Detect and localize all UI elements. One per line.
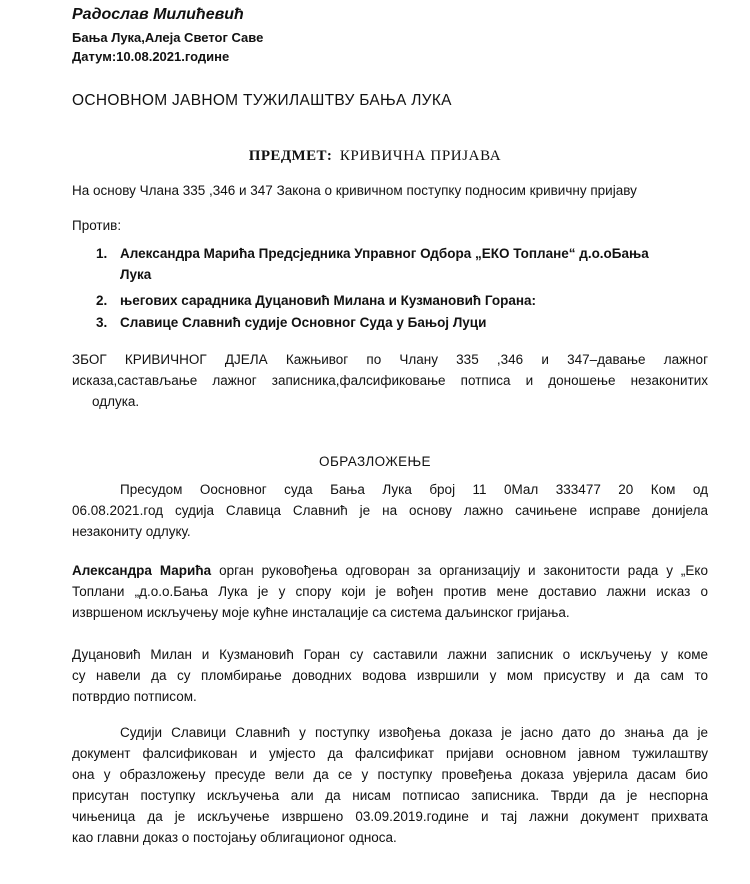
text-line: су навели да су пломбирање доводних водова извршили у мом присуству и да сам то [72, 668, 708, 683]
paragraph-maric [72, 560, 708, 623]
text-line: потврдио потписом. [72, 689, 197, 704]
text-line: Пресудом Оосновног суда Бања Лука број 11 0Мал 333477 20 Ком од [120, 482, 708, 497]
subject-line [0, 148, 750, 165]
sender-address: Бања Лука,Алеја Светог Саве [72, 30, 264, 45]
text-line: присутан поступку искључења али да нисам потписао записника. Тврди да је неспорна [72, 788, 708, 803]
text-line: као главни доказ о постојању облигационог односа. [72, 830, 397, 845]
person-name: Александра Марића [72, 563, 212, 578]
text-line: Судији Славици Славнић у поступку извођења доказа је јасно дато до знања да је [120, 725, 708, 740]
text-line: Дуцановић Милан и Кузмановић Горан су саставили лажни записник о искључењу у коме [72, 647, 708, 662]
offense-paragraph [72, 349, 708, 412]
addressee: ОСНОВНОМ ЈАВНОМ ТУЖИЛАШТВУ БАЊА ЛУКА [72, 92, 452, 109]
sender-name: Радослав Милићевић [72, 6, 244, 23]
document-date: Датум:10.08.2021.године [72, 49, 230, 64]
paragraph-judgment [72, 479, 708, 542]
text-line: чињеница да је искључење извршено 03.09.2019.године и тај лажни документ прихвата [72, 809, 708, 824]
text-line: Александра Марића орган руковођења одговоран за организацију и законитости рада у „Еко [72, 563, 708, 578]
against-label: Против: [72, 218, 122, 233]
subject-label: ПРЕДМЕТ: [248, 148, 333, 164]
accused-number: 2. [96, 293, 108, 308]
accused-item-3 [96, 315, 706, 335]
text-line: ЗБОГ КРИВИЧНОГ ДЈЕЛА Кажњивог по Члану 335 ,346 и 347–давање лажног [72, 352, 708, 367]
text-line: исказа,састављање лажног записника,фалсификовање потписа и доношење незаконитих [72, 373, 708, 388]
text-line: одлука. [92, 394, 140, 409]
accused-number: 1. [96, 246, 108, 261]
accused-text: Лука [120, 267, 152, 282]
paragraph-judge [72, 722, 708, 848]
text-line: документ фалсификован и умјесто да фалсификат пријави основном јавном тужилаштву [72, 746, 708, 761]
text-line: извршеном искључењу моје кућне инсталације са система даљинског гријања. [72, 605, 570, 620]
accused-item-2 [96, 293, 706, 313]
legal-basis: На основу Члана 335 ,346 и 347 Закона о кривичном поступку подносим кривичну пријаву [72, 183, 637, 198]
text-line: 06.08.2021.год судија Славица Славнић је на основу лажно сачињене исправе донијела [72, 503, 708, 518]
subject-title: КРИВИЧНА ПРИЈАВА [339, 148, 502, 164]
paragraph-record [72, 644, 708, 707]
text-line: она у образложењу пресуде вели да се у поступку провеђења доказа увјерила дасам био [72, 767, 708, 782]
text-line: незакониту одлуку. [72, 524, 191, 539]
text-line: Топлани „д.о.о.Бања Лука је у спору који је вођен против мене доставио лажни исказ о [72, 584, 708, 599]
accused-item-1 [96, 246, 706, 286]
accused-number: 3. [96, 315, 108, 330]
accused-text: Александра Марића Предсједника Управног Одбора „ЕКО Топлане“ д.о.оБања [120, 246, 649, 261]
accused-text: Славице Славнић судије Основног Суда у Бањој Луци [120, 315, 487, 330]
reasoning-heading: ОБРАЗЛОЖЕЊЕ [319, 454, 431, 469]
accused-text: његових сарадника Дуцановић Милана и Кузмановић Горана: [120, 293, 537, 308]
